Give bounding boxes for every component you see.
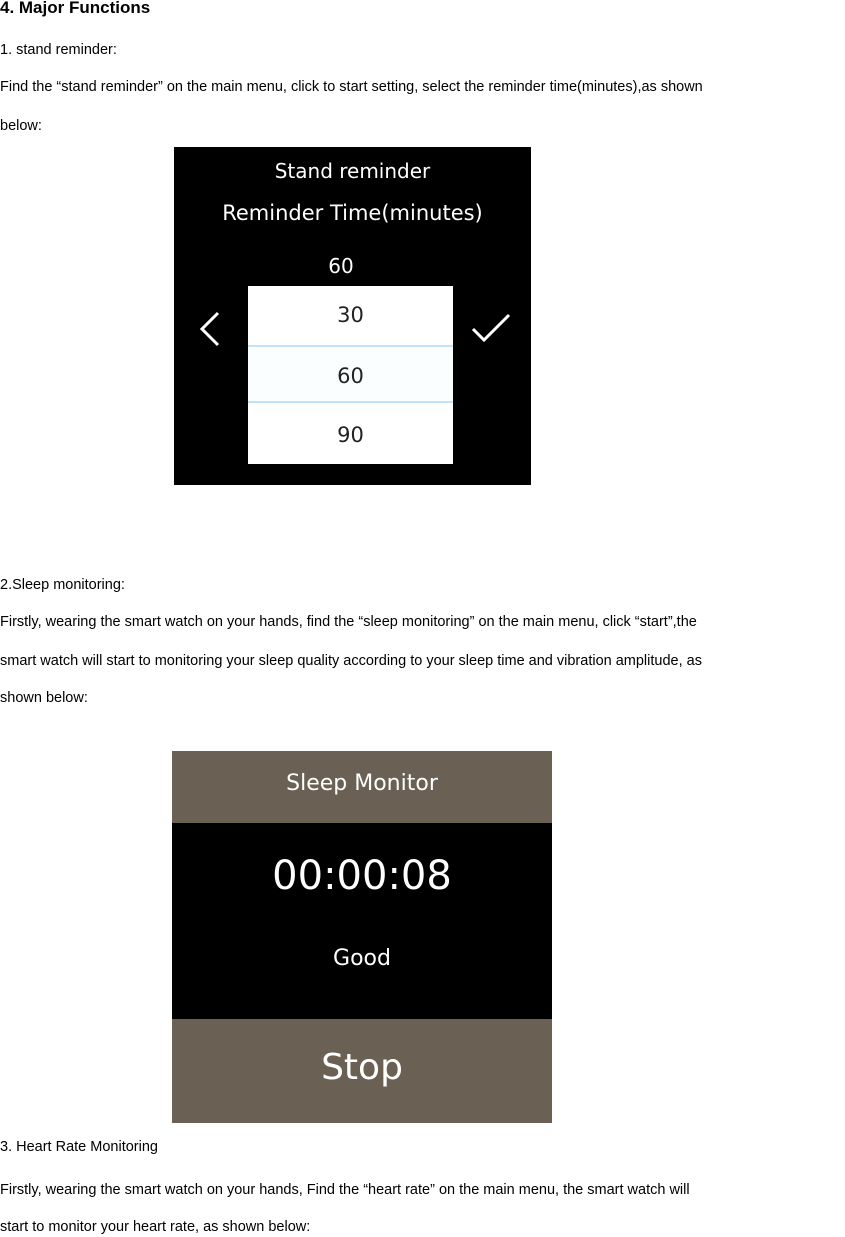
heart-rate-text-line1: Firstly, wearing the smart watch on your hands, Find the “heart rate” on the main menu, the smart watch will [0, 1182, 690, 1198]
section-heading: 4. Major Functions [0, 0, 151, 17]
heart-rate-text-line2: start to monitor your heart rate, as shown below: [0, 1219, 311, 1235]
sleep-monitoring-text-line3: shown below: [0, 690, 88, 706]
heart-rate-heading: 3. Heart Rate Monitoring [0, 1139, 158, 1155]
sleep-monitoring-heading: 2.Sleep monitoring: [0, 577, 125, 593]
stand-reminder-text-line2: below: [0, 118, 42, 134]
stand-reminder-screenshot [174, 147, 531, 485]
sleep-timer: 00:00:08 [272, 853, 452, 899]
stop-button[interactable]: Stop [321, 1047, 403, 1088]
stand-reminder-heading: 1. stand reminder: [0, 42, 117, 58]
sleep-monitoring-text-line2: smart watch will start to monitoring your sleep quality according to your sleep time and vibration amplitude, as [0, 653, 702, 669]
picker-option-30[interactable]: 30 [337, 303, 364, 327]
sleep-monitoring-text-line1: Firstly, wearing the smart watch on your hands, find the “sleep monitoring” on the main menu, click “start”,the [0, 614, 697, 630]
reminder-time-picker[interactable] [248, 286, 453, 464]
sleep-monitor-screenshot [172, 751, 552, 1123]
stand-reminder-text-line1: Find the “stand reminder” on the main menu, click to start setting, select the reminder time(minutes),as shown [0, 79, 703, 95]
stand-reminder-title: Stand reminder [274, 159, 431, 183]
reminder-time-label: Reminder Time(minutes) [222, 201, 483, 225]
check-icon[interactable] [470, 311, 512, 345]
sleep-monitor-title: Sleep Monitor [286, 771, 438, 796]
picker-option-60-selected[interactable]: 60 [248, 345, 453, 403]
sleep-status: Good [333, 946, 391, 971]
chevron-left-icon[interactable] [196, 309, 224, 349]
current-value: 60 [328, 254, 354, 278]
picker-option-90[interactable]: 90 [337, 423, 364, 447]
